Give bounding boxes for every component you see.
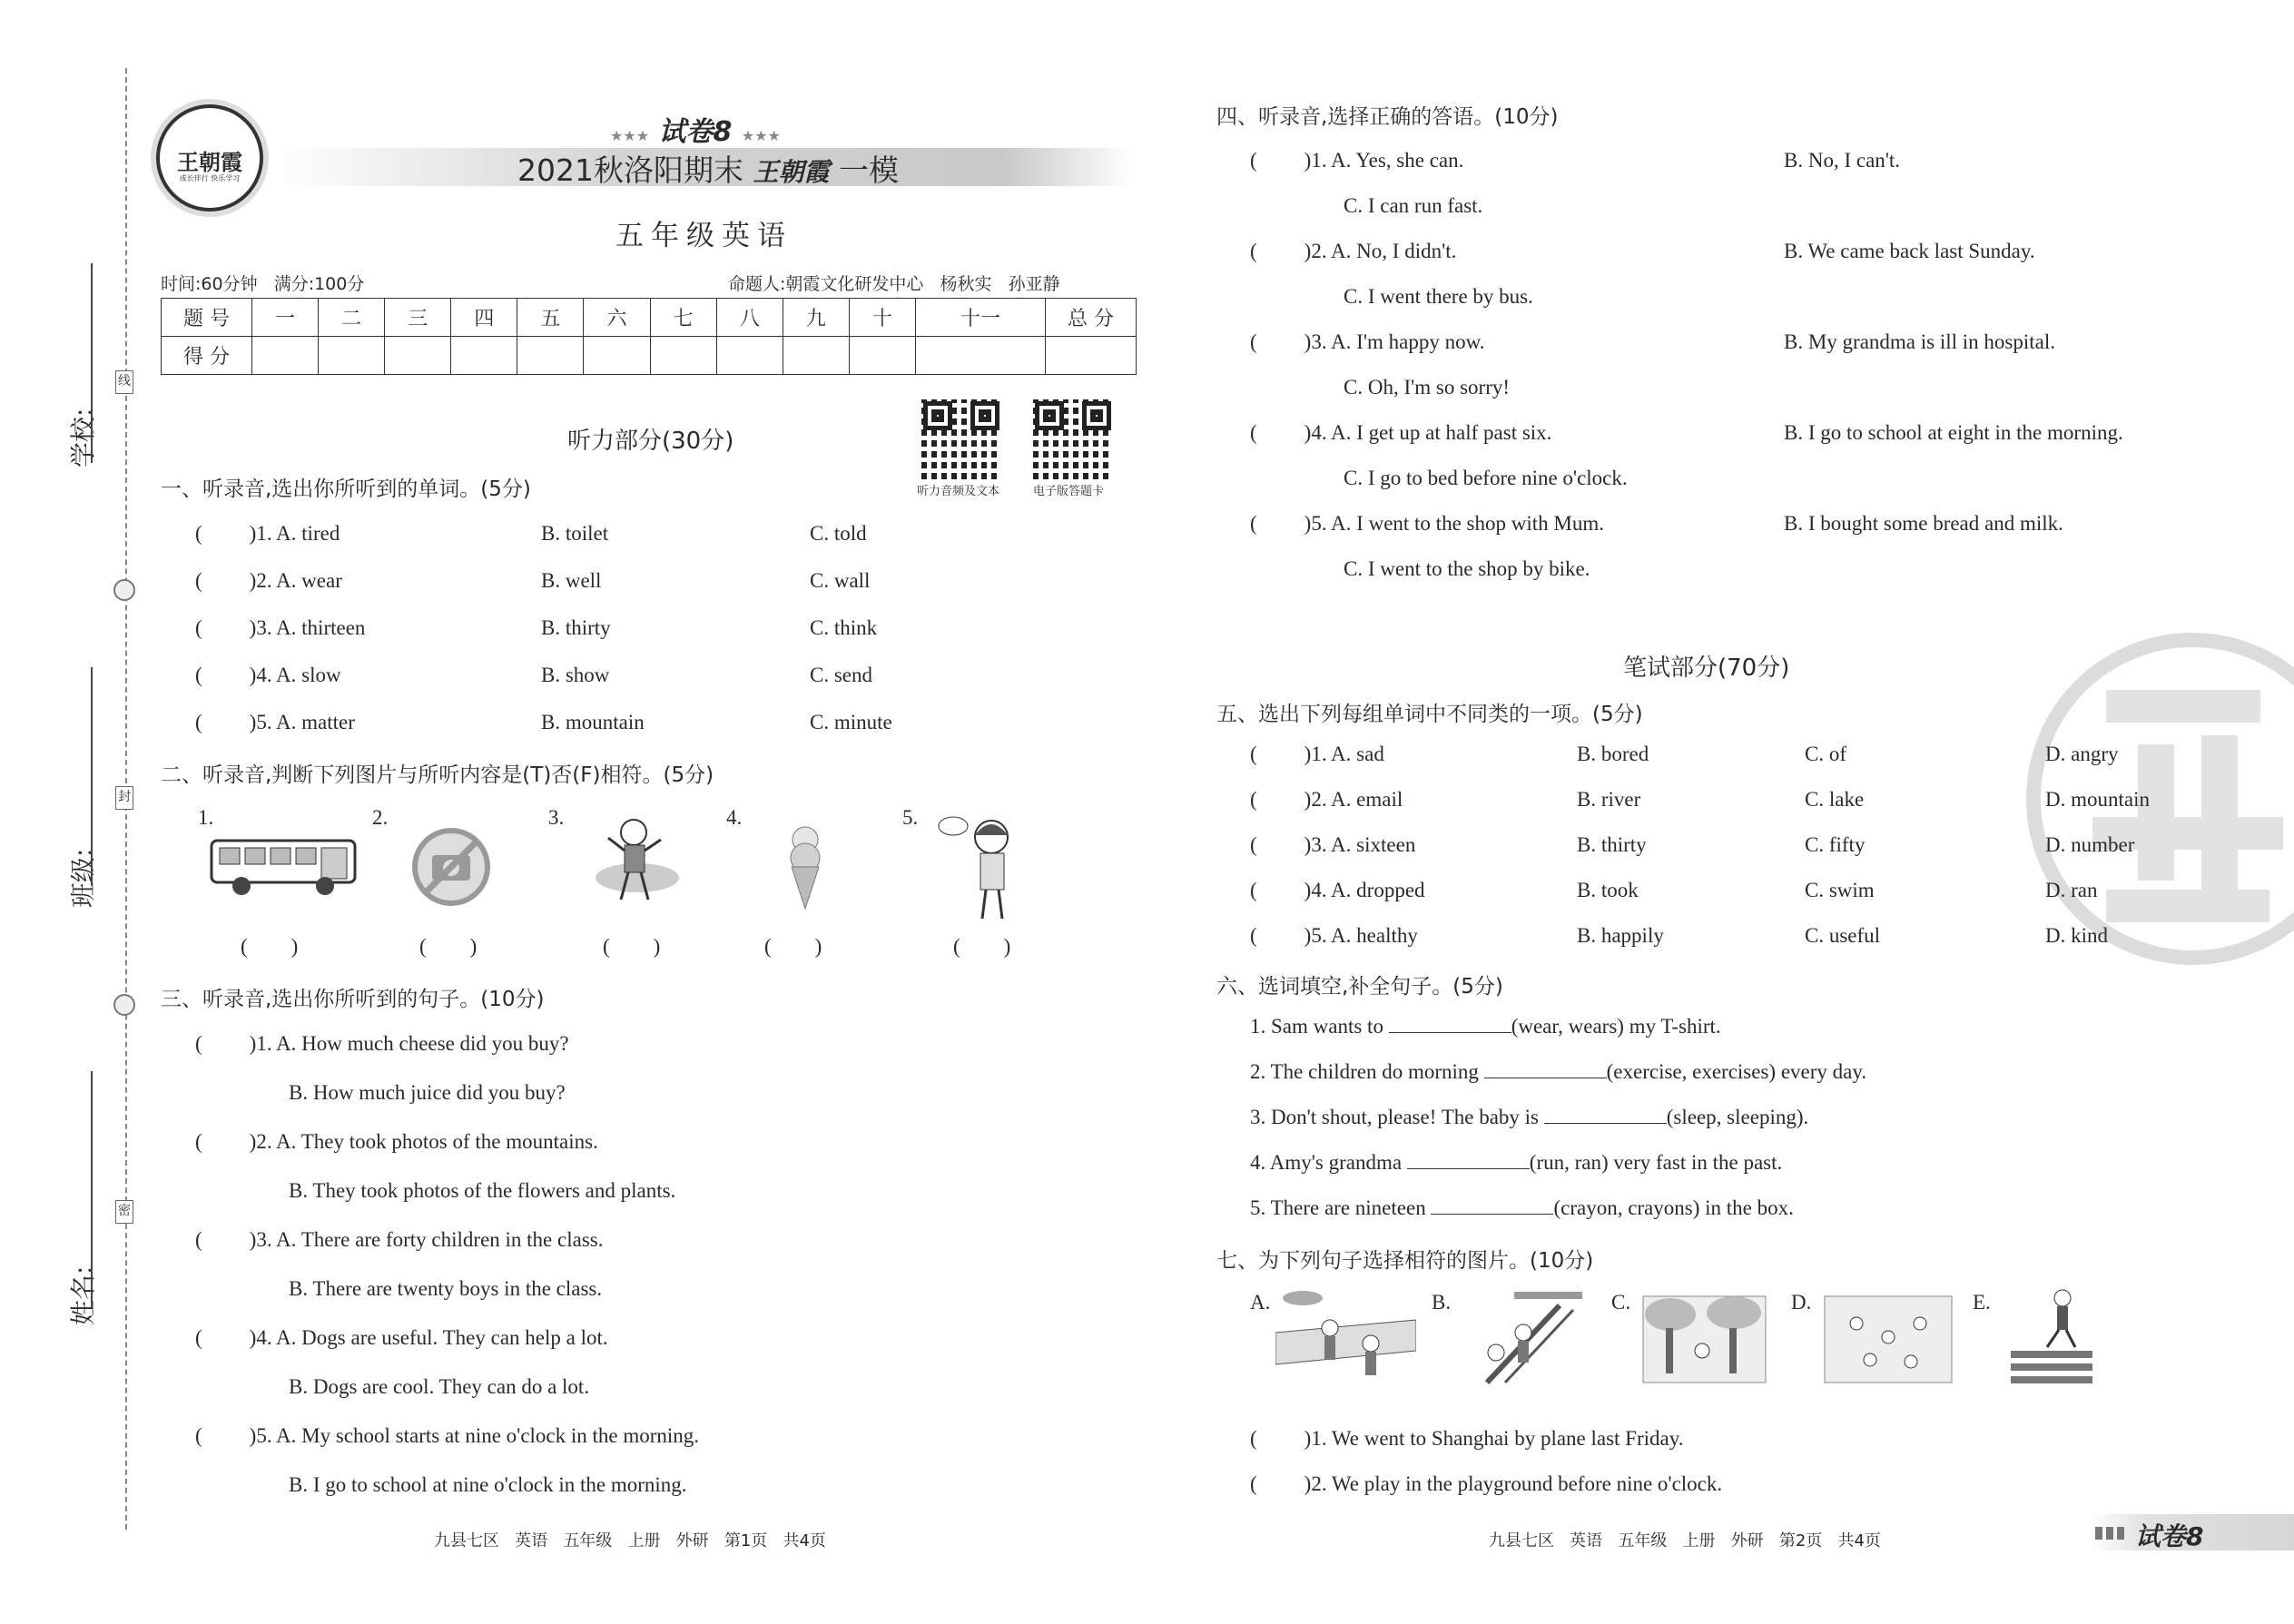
score-cell[interactable] [385,337,451,375]
boy-playing-picture [581,812,690,921]
name-label: 姓名: [68,1265,98,1325]
s3-q4-b: B. Dogs are cool. They can do a lot. [289,1375,590,1398]
s5-q4-d: D. ran [2045,879,2098,901]
no-camera-picture [410,826,492,908]
score-cell[interactable] [849,337,915,375]
s6-q5: 5. There are nineteen (crayon, crayons) in the box. [1250,1196,1794,1219]
s1-q3-c: C. think [810,616,878,639]
logo-text: 王朝霞 [177,150,242,175]
s1-q3: ( )3. A. thirteen [195,616,366,639]
ice-cream-picture [783,822,828,912]
s5-q4-a: ( )4. A. dropped [1250,879,1425,901]
s1-q4-b: B. show [541,664,610,686]
s7-q1: ( )1. We went to Shanghai by plane last Friday. [1250,1427,1684,1450]
s1-q2: ( )2. A. wear [195,569,342,592]
s7-letter-d: D. [1791,1291,1812,1314]
s5-q4-c: C. swim [1805,879,1875,901]
s7-letter-a: A. [1250,1291,1271,1314]
s6-q1: 1. Sam wants to (wear, wears) my T-shirt. [1250,1015,1721,1038]
s3-q3-a: ( )3. A. There are forty children in the class. [195,1228,604,1251]
score-header-cell: 题 号 [162,299,252,337]
logo-sub: 成长伴行 快乐学习 [179,174,241,182]
name-line [91,1071,93,1307]
footer-badge [2088,1514,2294,1550]
class-label: 班级: [68,848,98,908]
score-cell[interactable] [650,337,716,375]
paper-number-label [610,109,781,149]
exam-title [517,147,899,190]
s3-q1-b: B. How much juice did you buy? [289,1081,566,1104]
s4-q2-c: C. I went there by bus. [1344,285,1533,308]
s4-q1-b: B. No, I can't. [1784,149,1901,172]
bus-picture [207,835,361,899]
s3-q1-a: ( )1. A. How much cheese did you buy? [195,1032,569,1055]
fill-blank[interactable] [1544,1106,1667,1124]
s2-num-1: 1. [198,806,214,829]
s2-answer-4[interactable]: ( ) [764,935,822,958]
authors: 命题人:朝霞文化研发中心 杨秋实 孙亚静 [728,274,1060,294]
s5-q3-c: C. fifty [1805,833,1866,856]
score-header-cell: 二 [319,299,385,337]
s5-q2-b: B. river [1577,788,1641,811]
section-4-title: 四、听录音,选择正确的答语。(10分) [1216,105,1559,129]
score-header-cell: 五 [517,299,584,337]
score-cell[interactable] [783,337,849,375]
s5-q5-c: C. useful [1805,924,1881,947]
s2-answer-5[interactable]: ( ) [953,935,1011,958]
s2-num-3: 3. [548,806,565,829]
s3-q5-a: ( )5. A. My school starts at nine o'clock in the morning. [195,1424,700,1447]
score-cell[interactable] [319,337,385,375]
qr-caption-audio: 听力音频及文本 [917,485,1000,498]
s4-q5-b: B. I bought some bread and milk. [1784,512,2063,535]
s4-q4-b: B. I go to school at eight in the morning. [1784,421,2123,444]
score-cell[interactable] [1046,337,1137,375]
qr-caption-answer-sheet: 电子版答题卡 [1033,485,1105,498]
score-cell[interactable] [716,337,783,375]
s1-q1: ( )1. A. tired [195,522,340,545]
s3-q3-b: B. There are twenty boys in the class. [289,1277,603,1300]
class-line [91,667,93,885]
s4-q3-c: C. Oh, I'm so sorry! [1344,376,1511,399]
section-5-title: 五、选出下列每组单词中不同类的一项。(5分) [1216,703,1643,726]
s4-q1-c: C. I can run fast. [1344,194,1483,217]
s6-q2: 2. The children do morning (exercise, exercises) every day. [1250,1060,1867,1083]
score-header-cell: 七 [650,299,716,337]
s2-num-2: 2. [372,806,389,829]
stars-left-icon: ★★★ [610,127,650,144]
s4-q2-b: B. We came back last Sunday. [1784,240,2035,262]
binding-hole-icon [113,579,135,601]
footer-right: 九县七区 英语 五年级 上册 外研 第2页 共4页 [1489,1531,1881,1550]
stars-right-icon: ★★★ [741,127,781,144]
score-header-cell: 八 [716,299,783,337]
s5-q3-b: B. thirty [1577,833,1647,856]
s4-q3-a: ( )3. A. I'm happy now. [1250,330,1485,353]
qr-code-audio[interactable] [921,399,1001,479]
exam-title-brand: 王朝霞 [753,157,830,187]
score-header-cell: 九 [783,299,849,337]
seal-word: 封 [115,786,133,810]
s2-num-5: 5. [902,806,919,829]
section-2-title: 二、听录音,判断下列图片与所听内容是(T)否(F)相符。(5分) [161,763,714,787]
s1-q5: ( )5. A. matter [195,711,355,733]
s6-q4: 4. Amy's grandma (run, ran) very fast in the past. [1250,1151,1783,1174]
s5-q5-a: ( )5. A. healthy [1250,924,1418,947]
s5-q3-a: ( )3. A. sixteen [1250,833,1416,856]
badge-squares-icon [2095,1527,2126,1540]
score-header-cell: 六 [584,299,650,337]
s3-q5-b: B. I go to school at nine o'clock in the morning. [289,1473,687,1496]
s5-q4-b: B. took [1577,879,1639,901]
s1-q3-b: B. thirty [541,616,611,639]
exam-title-suffix: 一模 [839,153,899,188]
s4-q1-a: ( )1. A. Yes, she can. [1250,149,1464,172]
school-label: 学校: [68,408,98,468]
s5-q1-b: B. bored [1577,743,1649,765]
line-word: 线 [115,370,133,394]
s7-q2: ( )2. We play in the playground before nine o'clock. [1250,1472,1723,1495]
section-1-title: 一、听录音,选出你所听到的单词。(5分) [161,477,531,501]
s6-q3: 3. Don't shout, please! The baby is (sleep, sleeping). [1250,1106,1809,1128]
listening-heading: 听力部分(30分) [567,428,734,455]
girl-picture [935,808,1035,926]
picture-c-trees [1639,1287,1770,1387]
score-header-cell: 一 [252,299,319,337]
score-table [161,298,1137,375]
s4-q5-c: C. I went to the shop by bike. [1344,557,1590,580]
qr-code-answer-sheet[interactable] [1033,399,1113,479]
score-header-cell: 十一 [915,299,1045,337]
score-header-cell: 四 [451,299,517,337]
picture-d-playground [1820,1287,1956,1387]
section-3-title: 三、听录音,选出你所听到的句子。(10分) [161,988,545,1011]
score-cell[interactable] [517,337,584,375]
s3-q2-a: ( )2. A. They took photos of the mountains. [195,1130,598,1153]
s1-q2-b: B. well [541,569,602,592]
binding-hole-icon [113,994,135,1016]
picture-e-crossing [2006,1287,2097,1387]
s2-num-4: 4. [726,806,743,829]
s7-letter-b: B. [1432,1291,1452,1314]
score-cell[interactable] [915,337,1045,375]
writing-heading: 笔试部分(70分) [1623,655,1790,682]
paper-number: 试卷8 [658,116,733,148]
s1-q2-c: C. wall [810,569,871,592]
time-info: 时间:60分钟 满分:100分 [161,274,365,294]
score-table-header-row [162,299,1137,337]
s7-letter-e: E. [1973,1291,1991,1314]
picture-b-stairs [1460,1287,1587,1387]
s1-q1-b: B. toilet [541,522,609,545]
badge-label: 试卷8 [2135,1521,2204,1551]
fill-blank[interactable] [1407,1151,1530,1169]
section-6-title: 六、选词填空,补全句子。(5分) [1216,975,1503,999]
s5-q2-c: C. lake [1805,788,1865,811]
s5-q5-d: D. kind [2045,924,2108,947]
s4-q4-a: ( )4. A. I get up at half past six. [1250,421,1552,444]
score-table-score-row [162,337,1137,375]
secret-word: 密 [115,1200,133,1224]
s5-q1-d: D. angry [2045,743,2119,765]
s2-answer-3[interactable]: ( ) [603,935,661,958]
s5-q1-c: C. of [1805,743,1846,765]
score-cell[interactable] [252,337,319,375]
s1-q5-b: B. mountain [541,711,645,733]
score-row-label: 得 分 [162,337,252,375]
exam-title-text: 2021秋洛阳期末 [517,153,743,188]
s7-letter-c: C. [1611,1291,1631,1314]
s1-q4: ( )4. A. slow [195,664,341,686]
section-7-title: 七、为下列句子选择相符的图片。(10分) [1216,1249,1594,1273]
fill-blank[interactable] [1431,1196,1553,1215]
fill-blank[interactable] [1484,1060,1607,1078]
s4-q4-c: C. I go to bed before nine o'clock. [1344,467,1628,489]
s3-q2-b: B. They took photos of the flowers and plants. [289,1179,676,1202]
s5-q3-d: D. number [2045,833,2135,856]
s1-q5-c: C. minute [810,711,892,733]
s1-q1-c: C. told [810,522,867,545]
picture-a-street [1275,1287,1416,1387]
s4-q5-a: ( )5. A. I went to the shop with Mum. [1250,512,1604,535]
s5-q2-d: D. mountain [2045,788,2150,811]
s5-q1-a: ( )1. A. sad [1250,743,1384,765]
logo [156,104,263,212]
subject-title: 五年级英语 [615,220,793,252]
score-header-cell: 十 [849,299,915,337]
score-header-cell: 总 分 [1046,299,1137,337]
s2-answer-2[interactable]: ( ) [419,935,478,958]
score-cell[interactable] [451,337,517,375]
s3-q4-a: ( )4. A. Dogs are useful. They can help a lot. [195,1326,608,1349]
s1-q4-c: C. send [810,664,872,686]
s4-q2-a: ( )2. A. No, I didn't. [1250,240,1457,262]
s5-q5-b: B. happily [1577,924,1664,947]
score-header-cell: 三 [385,299,451,337]
footer-left: 九县七区 英语 五年级 上册 外研 第1页 共4页 [434,1531,826,1550]
s2-answer-1[interactable]: ( ) [241,935,299,958]
score-cell[interactable] [584,337,650,375]
fill-blank[interactable] [1389,1015,1511,1033]
s4-q3-b: B. My grandma is ill in hospital. [1784,330,2055,353]
s5-q2-a: ( )2. A. email [1250,788,1403,811]
school-line [91,263,93,463]
